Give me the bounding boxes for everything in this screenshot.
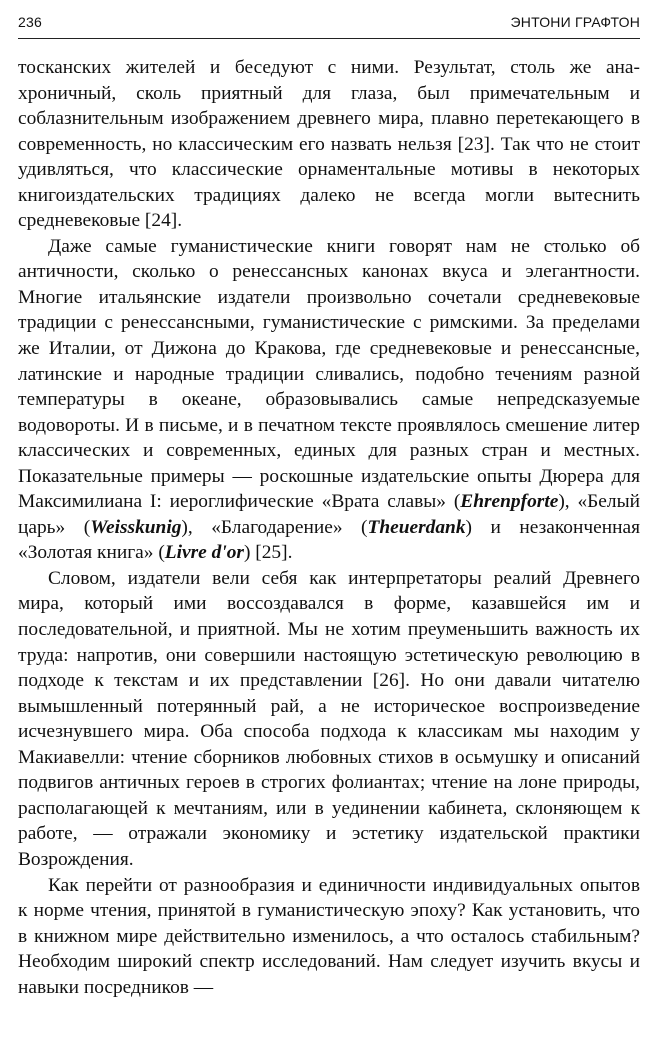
text-run: ), «Благодарение» (	[181, 516, 368, 538]
text-run: тосканских жителей и беседуют с ними. Результат, столь же анахроничный, сколь приятный для глаза, был примечательным и соблазнительным изображением древнего мира, плавно перетекающего в современность, но классическим его назвать нельзя [23]. Так что не стоит удивляться, что классические орнаментальные мотивы в некоторых книгоиздательских традициях далеко не всегда могли вытеснить средневековые [24].	[18, 57, 640, 232]
header-rule	[18, 38, 640, 39]
page-number: 236	[18, 14, 42, 30]
italic-title: Livre d'or	[164, 542, 244, 564]
italic-title: Theuerdank	[367, 516, 466, 538]
text-run: ) [25].	[243, 542, 293, 564]
italic-title: Weisskunig	[90, 516, 182, 538]
paragraph	[18, 566, 640, 873]
text-run: Даже самые гуманистические книги говорят нам не столько об античности, сколько о ренессансных канонах вкуса и элегантности. Многие итальянские издатели произвольно сочетали средневековые традиции с ренессансными, гуманистические с римскими. За пределами же Италии, от Дижона до Кракова, где средневековые и ренессансные, латинские и народные традиции сливались, подобно течениям разной температуры в океане, образовывались самые непредсказуемые водовороты. И в письме, и в печатном тексте проявлялось смешение литер классических и современных, единых для разных стран и местных. Показательные примеры — роскошные издательские опыты Дюрера для Максимилиана I: иероглифические «Врата славы» (	[18, 235, 640, 513]
text-run: ), «Белый царь» (	[18, 491, 640, 538]
italic-title: Ehrenpforte	[460, 491, 559, 513]
paragraph	[18, 234, 640, 566]
paragraph	[18, 55, 640, 234]
paragraph	[18, 873, 640, 1001]
body-text	[18, 55, 640, 1000]
text-run: ) и незаконченная «Золотая книга» (	[18, 516, 640, 564]
page-header	[18, 14, 640, 36]
running-head: ЭНТОНИ ГРАФТОН	[510, 14, 640, 30]
text-run: Словом, издатели вели себя как интерпретаторы реалий Древнего мира, который ими воссоздавался в форме, казавшейся им и последовательной, и приятной. Мы не хотим преуменьшить важность их труда: напротив, они совершили настоящую эстетическую революцию в подходе к текстам и их представлении [26]. Но они давали читателю вымышленный потерянный рай, а не историческое воспроизведение исчезнувшего мира. Оба способа подхода к классикам мы находим у Макиавелли: чтение сборников любовных стихов в осьмушку и описаний подвигов античных героев в строгих фолиантах; чтение на лоне природы, располагающей к мечтаниям, или в уединении кабинета, склоняющем к работе, — отражали экономику и эстетику издательской практики Возрождения.	[18, 567, 640, 870]
text-run: Как перейти от разнообразия и единичности индивидуальных опытов к норме чтения, принятой в гуманистическую эпоху? Как установить, что в книжном мире действительно изменилось, а что осталось стабильным? Необходим широкий спектр исследований. Нам следует изучить вкусы и навыки посредников —	[18, 874, 640, 998]
